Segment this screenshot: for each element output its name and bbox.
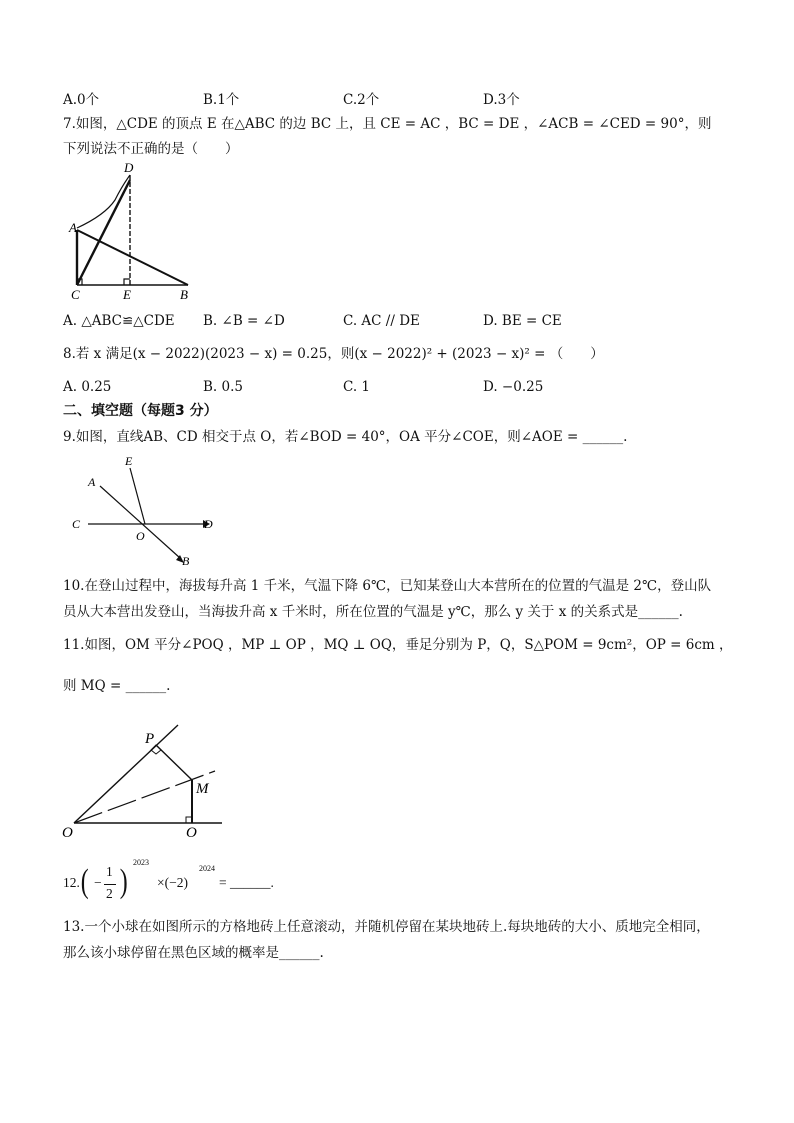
q7-label-b: B xyxy=(180,287,188,302)
q11-stem-line1: 11.如图，OM 平分∠POQ ，MP ⊥ OP ，MQ ⊥ OQ，垂足分别为 P，Q，S△POM = 9cm²，OP = 6cm ， xyxy=(63,637,733,653)
q12-fraction-denominator: 2 xyxy=(106,886,113,901)
q7-option-c: C. AC // DE xyxy=(343,313,420,329)
q11-label-m: M xyxy=(196,781,209,797)
q9-label-d: D xyxy=(204,517,213,531)
q9-label-e: E xyxy=(125,454,133,468)
q12-answer-blank: = ______. xyxy=(219,875,274,890)
q6-option-c: C.2个 xyxy=(343,92,380,108)
q11-label-o: O xyxy=(62,825,73,841)
q8-option-d: D. −0.25 xyxy=(483,379,544,395)
q7-label-a: A xyxy=(69,220,77,235)
q7-label-c: C xyxy=(71,287,80,302)
q7-stem-line2: 下列说法不正确的是（ ） xyxy=(63,141,239,157)
q8-option-a: A. 0.25 xyxy=(63,379,112,395)
q12-minus-sign: − xyxy=(94,875,102,890)
q12-fraction-numerator: 1 xyxy=(106,864,113,879)
q12-open-paren: ( xyxy=(80,863,89,900)
q7-option-d: D. BE = CE xyxy=(483,313,562,329)
q6-option-a: A.0个 xyxy=(63,92,100,108)
q9-label-c: C xyxy=(72,517,81,531)
q7-option-a: A. △ABC≌△CDE xyxy=(63,313,175,329)
q10-stem-line2: 员从大本营出发登山，当海拔升高 x 千米时，所在位置的气温是 y℃，那么 y 关于 x 的关系式是______. xyxy=(63,604,683,620)
q9-label-o: O xyxy=(136,529,145,543)
q13-stem-line2: 那么该小球停留在黑色区域的概率是______. xyxy=(63,945,324,961)
q12-exponent-2: 2024 xyxy=(199,864,215,873)
q8-option-b: B. 0.5 xyxy=(203,379,243,395)
q9-label-b: B xyxy=(182,554,190,568)
q9-figure xyxy=(70,450,230,575)
q7-label-d: D xyxy=(124,160,134,175)
section-title-fill-in: 二、填空题（每题3 分） xyxy=(63,403,218,419)
q7-label-e: E xyxy=(123,287,131,302)
q12-fraction-bar xyxy=(104,884,116,885)
q10-stem-line1: 10.在登山过程中，海拔每升高 1 千米，气温下降 6℃，已知某登山大本营所在的位置的气温是 2℃，登山队 xyxy=(63,578,712,594)
q6-option-b: B.1个 xyxy=(203,92,240,108)
q7-stem-line1: 7.如图，△CDE 的顶点 E 在△ABC 的边 BC 上，且 CE = AC ，BC = DE ，∠ACB = ∠CED = 90°，则 xyxy=(63,116,712,132)
q12-number: 12. xyxy=(63,875,80,890)
q12-close-paren: ) xyxy=(119,863,128,900)
q11-stem-line2: 则 MQ = ______. xyxy=(63,678,171,694)
q11-label-q: O xyxy=(186,825,197,841)
q12-exponent-1: 2023 xyxy=(133,858,149,867)
q11-label-p: P xyxy=(145,731,155,747)
q9-label-a: A xyxy=(88,475,96,489)
q13-stem-line1: 13.一个小球在如图所示的方格地砖上任意滚动，并随机停留在某块地砖上.每块地砖的大小、质地完全相同， xyxy=(63,919,710,935)
q7-figure xyxy=(60,160,210,305)
q9-stem: 9.如图，直线AB、CD 相交于点 O，若∠BOD = 40°，OA 平分∠COE，则∠AOE = ______. xyxy=(63,429,628,445)
q8-option-c: C. 1 xyxy=(343,379,371,395)
q6-option-d: D.3个 xyxy=(483,92,520,108)
q7-option-b: B. ∠B = ∠D xyxy=(203,313,285,329)
q12-base-2: ×(−2) xyxy=(157,875,188,890)
q11-figure xyxy=(60,715,240,845)
q8-stem: 8.若 x 满足(x − 2022)(2023 − x) = 0.25，则(x − 2022)² + (2023 − x)² = （ ） xyxy=(63,346,604,362)
